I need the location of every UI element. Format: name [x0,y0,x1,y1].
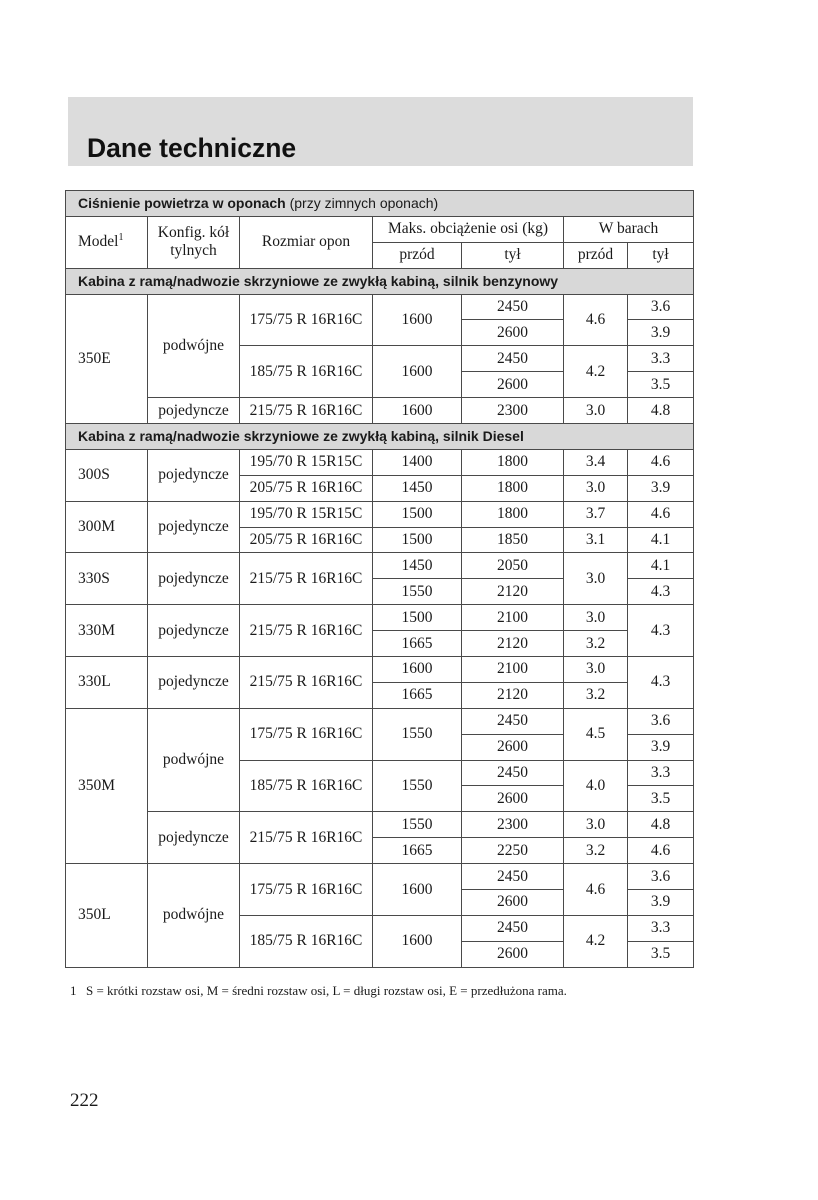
rear-wheel-config-column-header: Konfig. kół tylnych [148,216,240,268]
front-axle-load-cell: 1600 [373,657,462,683]
rear-pressure-cell: 4.1 [628,553,694,579]
rear-pressure-cell: 4.3 [628,579,694,605]
rear-pressure-cell: 3.5 [628,786,694,812]
rear-pressure-cell: 4.8 [628,398,694,424]
front-axle-load-cell: 1550 [373,760,462,812]
front-pressure-cell: 3.4 [564,449,628,475]
rear-axle-load-cell: 2300 [462,812,564,838]
model-cell: 330S [66,553,148,605]
rear-axle-load-cell: 2300 [462,398,564,424]
front-pressure-cell: 3.0 [564,475,628,501]
front-axle-load-cell: 1400 [373,449,462,475]
rear-wheel-config-cell: podwójne [148,864,240,968]
table-row [66,864,694,890]
front-axle-load-cell: 1550 [373,812,462,838]
rear-pressure-cell: 4.8 [628,812,694,838]
model-cell: 350E [66,294,148,423]
front-pressure-cell: 3.0 [564,657,628,683]
table-row [66,398,694,424]
tire-size-column-header: Rozmiar opon [240,216,373,268]
table-row [66,553,694,579]
rear-axle-load-cell: 2600 [462,372,564,398]
tire-size-cell: 195/70 R 15R15C [240,449,373,475]
front-axle-load-cell: 1500 [373,605,462,631]
table-row [66,657,694,683]
footnote [70,983,567,999]
rear-axle-load-cell: 1800 [462,449,564,475]
rear-axle-load-cell: 2100 [462,605,564,631]
rear-pressure-cell: 4.6 [628,449,694,475]
tire-size-cell: 185/75 R 16R16C [240,346,373,398]
rear-axle-load-cell: 2050 [462,553,564,579]
tire-pressure-table [65,190,694,968]
rear-pressure-cell: 3.6 [628,294,694,320]
rear-axle-load-cell: 1800 [462,475,564,501]
front-axle-load-cell: 1450 [373,475,462,501]
table-row [66,605,694,631]
model-cell: 350L [66,864,148,968]
tire-size-cell: 215/75 R 16R16C [240,605,373,657]
front-pressure-cell: 3.0 [564,553,628,605]
table-row [66,708,694,734]
model-column-header [66,216,148,268]
chapter-title-band [68,97,693,166]
pressure-bar-column-header: W barach [564,216,694,242]
rear-axle-load-cell: 2450 [462,915,564,941]
table-row [66,812,694,838]
rear-pressure-cell: 3.9 [628,890,694,916]
model-column-label: Model [78,233,119,251]
front-axle-load-cell: 1600 [373,864,462,916]
tire-size-cell: 185/75 R 16R16C [240,760,373,812]
table-caption [66,191,694,217]
section-title: Kabina z ramą/nadwozie skrzyniowe ze zwykłą kabiną, silnik Diesel [66,424,694,450]
front-axle-load-cell: 1550 [373,708,462,760]
front-axle-load-cell: 1600 [373,294,462,346]
front-axle-load-column-header: przód [373,242,462,268]
rear-axle-load-cell: 2120 [462,579,564,605]
tire-size-cell: 215/75 R 16R16C [240,553,373,605]
rear-axle-load-cell: 2600 [462,320,564,346]
front-pressure-column-header: przód [564,242,628,268]
front-pressure-cell: 4.0 [564,760,628,812]
rear-pressure-cell: 3.9 [628,475,694,501]
front-pressure-cell: 4.2 [564,915,628,967]
page-number: 222 [70,1090,99,1111]
rear-pressure-cell: 3.3 [628,760,694,786]
rear-pressure-cell: 4.1 [628,527,694,553]
front-pressure-cell: 3.2 [564,838,628,864]
rear-axle-load-cell: 2450 [462,346,564,372]
rear-wheel-config-cell: podwójne [148,294,240,398]
rear-axle-load-cell: 2100 [462,657,564,683]
rear-axle-load-cell: 2600 [462,941,564,967]
front-axle-load-cell: 1600 [373,915,462,967]
rear-pressure-cell: 3.9 [628,320,694,346]
rear-axle-load-cell: 2120 [462,682,564,708]
tire-size-cell: 215/75 R 16R16C [240,812,373,864]
front-axle-load-cell: 1665 [373,682,462,708]
rear-pressure-cell: 4.6 [628,838,694,864]
rear-pressure-cell: 3.6 [628,708,694,734]
model-cell: 330M [66,605,148,657]
rear-wheel-config-cell: pojedyncze [148,812,240,864]
rear-pressure-cell: 4.3 [628,605,694,657]
rear-axle-load-cell: 2600 [462,786,564,812]
tire-size-cell: 175/75 R 16R16C [240,294,373,346]
rear-axle-load-cell: 2450 [462,760,564,786]
rear-pressure-cell: 3.3 [628,346,694,372]
front-pressure-cell: 3.0 [564,605,628,631]
tire-size-cell: 175/75 R 16R16C [240,864,373,916]
rear-pressure-column-header: tył [628,242,694,268]
rear-axle-load-cell: 1850 [462,527,564,553]
tire-size-cell: 215/75 R 16R16C [240,398,373,424]
front-pressure-cell: 3.7 [564,501,628,527]
rear-pressure-cell: 4.6 [628,501,694,527]
model-cell: 330L [66,657,148,709]
tire-size-cell: 185/75 R 16R16C [240,915,373,967]
rear-axle-load-cell: 2120 [462,631,564,657]
front-pressure-cell: 4.2 [564,346,628,398]
footnote-marker: 1 [70,983,77,998]
front-axle-load-cell: 1500 [373,527,462,553]
rear-axle-load-cell: 1800 [462,501,564,527]
tire-pressure-table-body [66,268,694,967]
table-caption-row [66,191,694,217]
front-pressure-cell: 3.0 [564,398,628,424]
rear-pressure-cell: 3.3 [628,915,694,941]
rear-wheel-config-cell: podwójne [148,708,240,812]
section-row [66,424,694,450]
front-pressure-cell: 3.2 [564,631,628,657]
rear-axle-load-column-header: tył [462,242,564,268]
rear-axle-load-cell: 2450 [462,294,564,320]
rear-axle-load-cell: 2450 [462,708,564,734]
rear-axle-load-cell: 2450 [462,864,564,890]
rear-axle-load-cell: 2600 [462,734,564,760]
front-axle-load-cell: 1600 [373,346,462,398]
front-axle-load-cell: 1450 [373,553,462,579]
front-axle-load-cell: 1665 [373,838,462,864]
rear-pressure-cell: 3.9 [628,734,694,760]
table-caption-note: (przy zimnych oponach) [289,195,439,212]
rear-pressure-cell: 4.3 [628,657,694,709]
rear-pressure-cell: 3.6 [628,864,694,890]
front-axle-load-cell: 1550 [373,579,462,605]
front-axle-load-cell: 1500 [373,501,462,527]
table-row [66,501,694,527]
rear-wheel-config-cell: pojedyncze [148,501,240,553]
rear-wheel-config-cell: pojedyncze [148,398,240,424]
tire-size-cell: 175/75 R 16R16C [240,708,373,760]
front-pressure-cell: 4.6 [564,864,628,916]
max-axle-load-column-header: Maks. obciążenie osi (kg) [373,216,564,242]
front-pressure-cell: 3.2 [564,682,628,708]
table-row [66,294,694,320]
rear-axle-load-cell: 2250 [462,838,564,864]
section-title: Kabina z ramą/nadwozie skrzyniowe ze zwykłą kabiną, silnik benzynowy [66,268,694,294]
tire-size-cell: 205/75 R 16R16C [240,475,373,501]
section-row [66,268,694,294]
front-pressure-cell: 4.5 [564,708,628,760]
front-axle-load-cell: 1665 [373,631,462,657]
model-cell: 300M [66,501,148,553]
front-axle-load-cell: 1600 [373,398,462,424]
front-pressure-cell: 3.1 [564,527,628,553]
front-pressure-cell: 4.6 [564,294,628,346]
front-pressure-cell: 3.0 [564,812,628,838]
model-cell: 350M [66,708,148,863]
tire-size-cell: 195/70 R 15R15C [240,501,373,527]
table-caption-title: Ciśnienie powietrza w oponach [78,195,286,212]
table-header-row [66,216,694,242]
footnote-text: S = krótki rozstaw osi, M = średni rozstaw osi, L = długi rozstaw osi, E = przedłużona rama. [86,983,567,998]
model-footnote-marker: 1 [118,232,124,244]
page-title: Dane techniczne [87,133,297,163]
model-cell: 300S [66,449,148,501]
rear-wheel-config-cell: pojedyncze [148,605,240,657]
rear-wheel-config-cell: pojedyncze [148,553,240,605]
tire-size-cell: 205/75 R 16R16C [240,527,373,553]
rear-wheel-config-cell: pojedyncze [148,449,240,501]
rear-axle-load-cell: 2600 [462,890,564,916]
rear-wheel-config-cell: pojedyncze [148,657,240,709]
table-row [66,449,694,475]
tire-size-cell: 215/75 R 16R16C [240,657,373,709]
rear-pressure-cell: 3.5 [628,372,694,398]
rear-pressure-cell: 3.5 [628,941,694,967]
